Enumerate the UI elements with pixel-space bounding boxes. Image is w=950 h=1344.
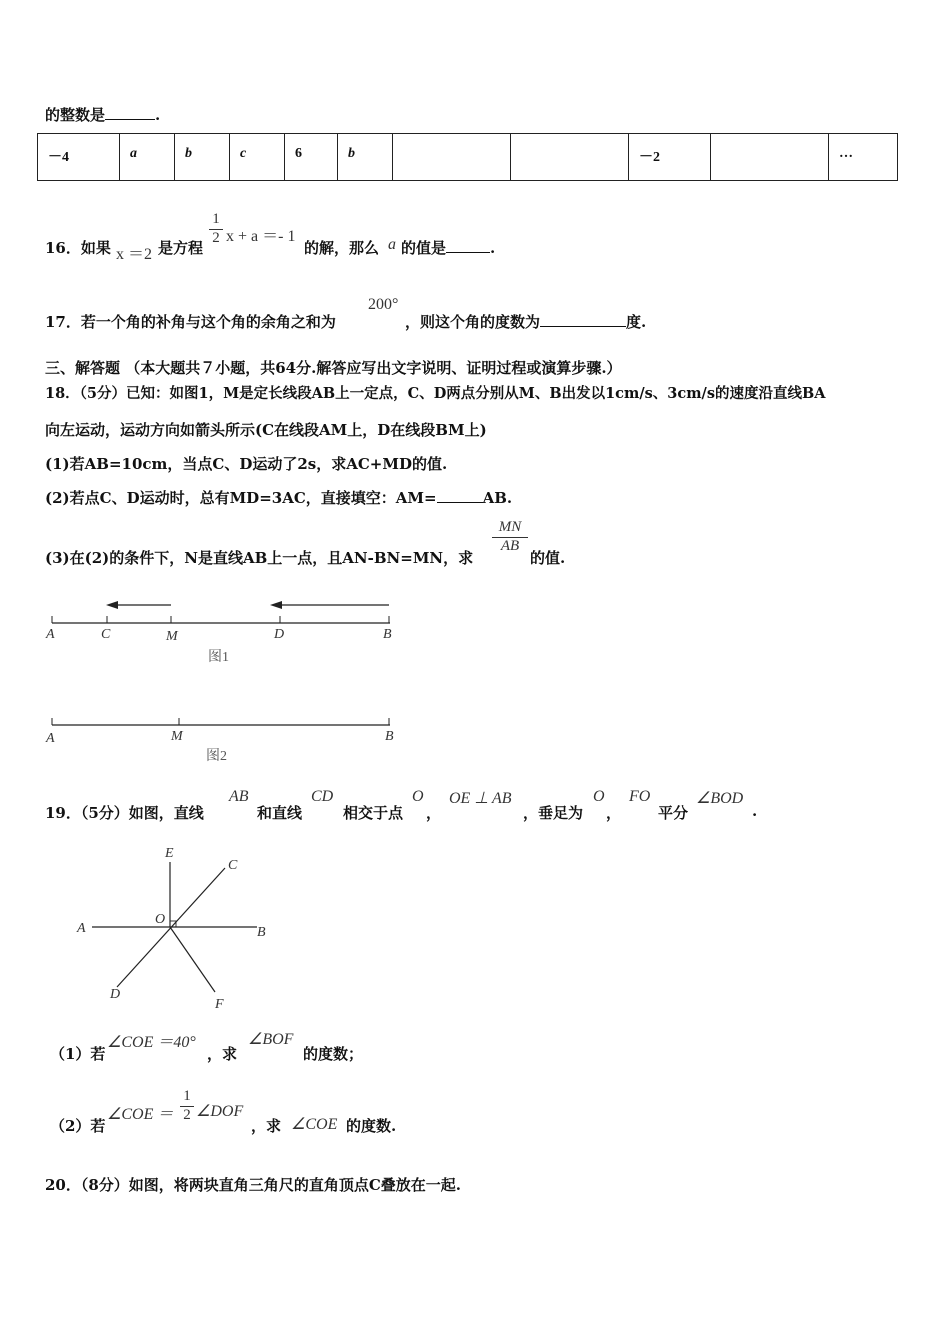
q19-bod: ∠BOD bbox=[696, 790, 744, 807]
q18-fraction bbox=[492, 519, 528, 555]
label-a: A bbox=[46, 627, 55, 642]
figure-2 bbox=[40, 710, 410, 770]
label-b: B bbox=[383, 627, 392, 642]
q19-p2-coe: ∠COE ＝ bbox=[107, 1106, 174, 1123]
table-cell bbox=[511, 134, 629, 181]
label-c: C bbox=[101, 627, 111, 642]
q17-prefix: 17．若一个角的补角与这个角的余角之和为 bbox=[45, 313, 336, 331]
arrowhead-c bbox=[106, 601, 118, 609]
table-cell: a bbox=[120, 134, 175, 181]
q18-part2: (2)若点C、D运动时，总有MD=3AC，直接填空：AM= AB. bbox=[45, 489, 513, 507]
q19-p2-end: 的度数. bbox=[346, 1117, 397, 1135]
caption-fig1: 图1 bbox=[208, 650, 229, 665]
table-cell bbox=[393, 134, 511, 181]
label-m: M bbox=[166, 629, 178, 644]
q19-perp: OE ⊥ AB bbox=[449, 790, 512, 807]
q19-p1-ask: ，求 bbox=[207, 1045, 238, 1063]
label-e: E bbox=[165, 846, 174, 861]
ray-of bbox=[170, 927, 215, 992]
label-a: A bbox=[77, 921, 86, 936]
q19-prefix: 19．（5分）如图，直线 bbox=[45, 804, 204, 822]
q19-p2-coe2: ∠COE bbox=[291, 1116, 338, 1133]
q16-fraction bbox=[209, 211, 223, 247]
q18-line2: 向左运动，运动方向如箭头所示(C在线段AM上，D在线段BM上) bbox=[45, 421, 487, 439]
fraction-numerator: 1 bbox=[183, 1088, 191, 1104]
table-row bbox=[38, 134, 898, 181]
q19-fo: FO bbox=[629, 788, 651, 805]
figure-q19 bbox=[70, 840, 280, 1015]
q19-comma1: ， bbox=[426, 804, 442, 822]
answer-blank bbox=[540, 312, 626, 327]
label-b: B bbox=[385, 729, 394, 744]
q18-part1: (1)若AB=10cm，当点C、D运动了2s，求AC+MD的值. bbox=[45, 455, 448, 473]
answer-blank bbox=[105, 105, 155, 120]
q16-condition: x ＝2 bbox=[116, 246, 153, 263]
q16-suffix1: 的解，那么 bbox=[304, 239, 380, 257]
q16-equation: x + a ＝- 1 bbox=[226, 228, 296, 245]
q19-p2-dof: ∠DOF bbox=[196, 1103, 244, 1120]
label-m: M bbox=[171, 729, 183, 744]
answer-blank bbox=[446, 238, 490, 253]
q16-suffix2: 的值是 . bbox=[401, 239, 496, 257]
q18-line1: 18．（5分）已知：如图1，M是定长线段AB上一定点，C、D两点分别从M、B出发以1cm/s、3cm/s的速度沿直线BA bbox=[45, 385, 826, 402]
q17-suffix: ，则这个角的度数为 度. bbox=[405, 313, 647, 331]
q19-t3: ，垂足为 bbox=[523, 804, 584, 822]
q20-text: 20．（8分）如图，将两块直角三角尺的直角顶点C叠放在一起. bbox=[45, 1176, 461, 1194]
intro-line: 的整数是 . bbox=[45, 106, 161, 124]
label-d: D bbox=[274, 627, 285, 642]
q19-p2-prefix: （2）若 bbox=[50, 1117, 106, 1135]
arrowhead-d bbox=[270, 601, 282, 609]
q19-p2-ask: ，求 bbox=[251, 1117, 282, 1135]
label-c: C bbox=[228, 858, 238, 873]
fraction-numerator: 1 bbox=[212, 211, 220, 227]
label-f: F bbox=[215, 997, 224, 1012]
q19-p1-bof: ∠BOF bbox=[248, 1031, 294, 1048]
q19-p1-prefix: （1）若 bbox=[50, 1045, 106, 1063]
label-o: O bbox=[155, 912, 166, 927]
q19-p2-fraction bbox=[180, 1088, 194, 1124]
q19-p1-angle: ∠COE ＝40° bbox=[107, 1034, 196, 1051]
label-a: A bbox=[46, 731, 55, 746]
q18-part3: (3)在(2)的条件下，N是直线AB上一点，且AN-BN=MN，求 bbox=[45, 549, 474, 567]
fraction-denominator: AB bbox=[492, 537, 528, 555]
q18-part3-end: 的值. bbox=[530, 549, 566, 567]
q19-t1: 和直线 bbox=[257, 804, 303, 822]
q19-ab: AB bbox=[229, 788, 249, 805]
q17-angle: 200° bbox=[368, 296, 399, 313]
q19-p1-end: 的度数； bbox=[303, 1045, 364, 1063]
q16-variable: a bbox=[388, 236, 396, 253]
q19-end: . bbox=[752, 802, 758, 820]
table-cell: c bbox=[230, 134, 285, 181]
table-cell: 6 bbox=[285, 134, 338, 181]
table-cell: b bbox=[175, 134, 230, 181]
table-cell: b bbox=[338, 134, 393, 181]
fraction-denominator: 2 bbox=[180, 1106, 194, 1124]
section-heading: 三、解答题 （本大题共７小题，共64分.解答应写出文字说明、证明过程或演算步骤.） bbox=[45, 359, 622, 377]
label-b: B bbox=[257, 925, 266, 940]
fraction-denominator: 2 bbox=[209, 229, 223, 247]
q16-prefix: 16．如果 bbox=[45, 239, 111, 257]
caption-fig2: 图2 bbox=[206, 749, 227, 764]
q19-comma2: ， bbox=[606, 804, 622, 822]
q16-mid: 是方程 bbox=[158, 239, 204, 257]
q19-t4: 平分 bbox=[658, 804, 689, 822]
figure-1 bbox=[40, 592, 410, 672]
answer-blank bbox=[437, 488, 483, 503]
label-d: D bbox=[110, 987, 121, 1002]
sequence-table bbox=[37, 133, 898, 181]
table-cell: … bbox=[829, 134, 898, 181]
q19-o2: O bbox=[593, 788, 605, 805]
q19-o1: O bbox=[412, 788, 424, 805]
fraction-numerator: MN bbox=[498, 519, 522, 535]
table-cell: －2 bbox=[629, 134, 711, 181]
table-cell bbox=[711, 134, 829, 181]
table-cell: －4 bbox=[38, 134, 120, 181]
q19-cd: CD bbox=[311, 788, 334, 805]
q19-t2: 相交于点 bbox=[343, 804, 404, 822]
